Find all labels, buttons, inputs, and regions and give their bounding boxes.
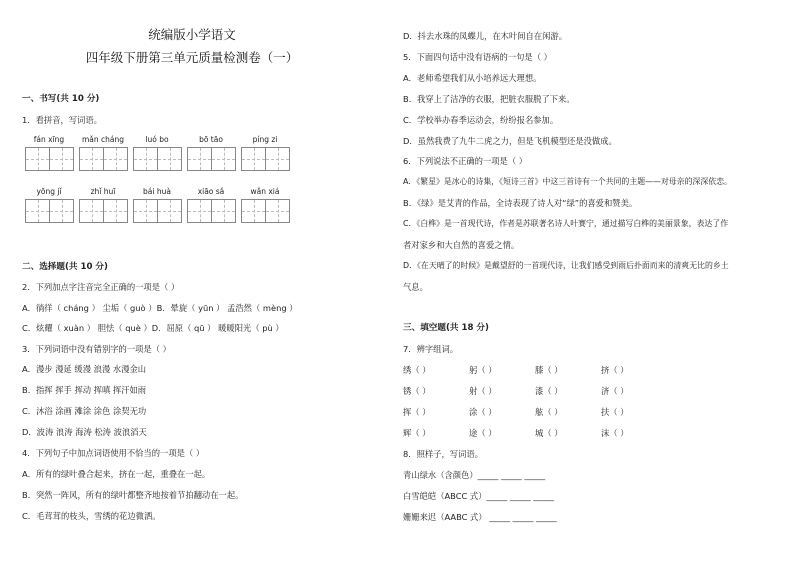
word-blank[interactable]: 躬（ ）	[469, 365, 497, 375]
word-blank[interactable]: 涂（ ）	[469, 407, 497, 417]
word-blank[interactable]: 挥（ ）	[403, 407, 431, 417]
option-line: C．沐浴 涂画 滩涂 涂色 涂契无功	[22, 406, 147, 416]
writing-box[interactable]	[241, 199, 266, 223]
word-blank[interactable]: 途（ ）	[469, 428, 497, 438]
writing-box[interactable]	[157, 147, 182, 171]
writing-box[interactable]	[265, 147, 290, 171]
pinyin-label: bō tāo	[199, 135, 223, 144]
option-line: A．老师希望我们从小培养远大理想。	[403, 73, 542, 83]
writing-box[interactable]	[265, 199, 290, 223]
question-5: 5．下面四句话中没有语病的一句是（ ）	[403, 52, 552, 62]
word-blank[interactable]: 挤（ ）	[601, 365, 629, 375]
pinyin-cell	[187, 186, 235, 223]
pinyin-label: yōng jǐ	[36, 187, 62, 196]
write-words-line[interactable]: 青山绿水（含颜色）_____ _____ _____	[403, 470, 546, 480]
option-line: B．突然一阵风，所有的绿叶都整齐地按着节拍翻动在一起。	[22, 490, 244, 500]
pinyin-cell	[79, 134, 127, 171]
pinyin-cell	[133, 134, 181, 171]
question-3: 3．下列词语中没有错别字的一项是（ ）	[22, 344, 171, 354]
word-row	[403, 427, 667, 439]
option-line: B．指挥 挥手 挥动 挥嗔 挥汗如雨	[22, 385, 147, 395]
right-column	[403, 0, 783, 561]
option-line: C．毛茸茸的枝头，雪绣的花边微洒。	[22, 511, 161, 521]
question-1: 1．看拼音，写词语。	[22, 115, 102, 125]
option-line: A．所有的绿叶叠合起来，挤在一起，重叠在一起。	[22, 469, 211, 479]
word-blank[interactable]: 锈（ ）	[403, 386, 431, 396]
word-row	[403, 364, 667, 376]
writing-box[interactable]	[103, 147, 128, 171]
pinyin-label: wǎn xiá	[250, 187, 280, 196]
write-words-line[interactable]: 白雪皑皑（ABCC 式）_____ _____ _____	[403, 491, 555, 501]
writing-box[interactable]	[157, 199, 182, 223]
option-line: D．波涛 浪涛 海涛 松涛 波浪滔天	[22, 427, 147, 437]
question-7: 7．辨字组词。	[403, 344, 459, 354]
word-blank[interactable]: 膝（ ）	[535, 365, 563, 375]
writing-box[interactable]	[133, 199, 158, 223]
exam-subtitle: 四年级下册第三单元质量检测卷（一）	[85, 50, 299, 65]
option-line-cont: 者对家乡和大自然的喜爱之情。	[403, 240, 520, 250]
pinyin-label: fán xīng	[33, 135, 65, 144]
pinyin-cell	[79, 186, 127, 223]
option-line-cont: 气息。	[403, 282, 428, 292]
question-6: 6．下列说法不正确的一项是（ ）	[403, 156, 528, 166]
exam-title: 统编版小学语文	[148, 27, 236, 42]
option-line: A．《繁星》是冰心的诗集，《短诗三首》中这三首诗有一个共同的主题——对母亲的深深依恋。	[403, 177, 732, 186]
writing-box[interactable]	[241, 147, 266, 171]
writing-box[interactable]	[211, 199, 236, 223]
word-blank[interactable]: 城（ ）	[535, 428, 563, 438]
pinyin-cell	[25, 186, 73, 223]
writing-box[interactable]	[79, 147, 104, 171]
word-row	[403, 385, 667, 397]
writing-box[interactable]	[103, 199, 128, 223]
word-blank[interactable]: 漆（ ）	[535, 386, 563, 396]
section-heading-writing: 一、书写(共 10 分)	[22, 94, 100, 104]
word-blank[interactable]: 辉（ ）	[403, 428, 431, 438]
word-blank[interactable]: 射（ ）	[469, 386, 497, 396]
writing-box[interactable]	[49, 147, 74, 171]
option-line: A．徜徉（ cháng ） 尘垢（ guò ）B．晕旋（ yūn ） 孟浩然（ mèng ）	[22, 303, 298, 313]
pinyin-cell	[25, 134, 73, 171]
writing-box[interactable]	[25, 199, 50, 223]
writing-box[interactable]	[25, 147, 50, 171]
word-row	[403, 406, 667, 418]
option-line: C．炫耀（ xuàn ） 胆怯（ què ）D．屈原（ qū ） 暖暖阳光（ pù ）	[22, 323, 284, 333]
pinyin-label: xiāo sǎ	[197, 187, 225, 196]
section-heading-choice: 二、选择题(共 10 分)	[22, 262, 108, 272]
option-line: D．《在天晴了的时候》是戴望舒的一首现代诗，让我们感受到雨后扑面而来的清爽无比的乡土	[403, 261, 729, 270]
word-blank[interactable]: 扶（ ）	[601, 407, 629, 417]
option-line: B．我穿上了洁净的衣服，把脏衣服脱了下来。	[403, 94, 575, 104]
pinyin-cell	[187, 134, 235, 171]
option-line: C．《白桦》是一首现代诗，作者是苏联著名诗人叶赛宁，通过描写白桦的美丽景象，表达了作	[403, 219, 729, 228]
write-words-line[interactable]: 姗姗来迟（AABC 式） _____ _____ _____	[403, 512, 557, 522]
word-blank[interactable]: 沫（ ）	[601, 428, 629, 438]
option-line: A．漫步 漫延 缓漫 浪漫 水漫金山	[22, 364, 147, 374]
question-8: 8．照样子，写词语。	[403, 449, 483, 459]
writing-box[interactable]	[79, 199, 104, 223]
pinyin-label: píng zi	[252, 135, 278, 144]
option-line: C．学校举办春季运动会，纷纷报名参加。	[403, 115, 559, 125]
pinyin-label: mǎn cháng	[81, 135, 125, 144]
writing-box[interactable]	[187, 147, 212, 171]
pinyin-label: luó bo	[145, 135, 169, 144]
question-4: 4．下列句子中加点词语使用不恰当的一项是（ ）	[22, 448, 205, 458]
writing-box[interactable]	[187, 199, 212, 223]
word-blank[interactable]: 济（ ）	[601, 386, 629, 396]
option-line: D．抖去水珠的凤蝶儿，在木叶间自在闲游。	[403, 31, 568, 41]
word-blank[interactable]: 绣（ ）	[403, 365, 431, 375]
option-line: D．虽然我费了九牛二虎之力，但是飞机模型还是没做成。	[403, 136, 617, 146]
pinyin-label: zhǐ huī	[90, 187, 116, 196]
left-column	[22, 0, 402, 561]
pinyin-cell	[133, 186, 181, 223]
pinyin-cell	[241, 186, 289, 223]
pinyin-label: bái huà	[143, 187, 171, 196]
writing-box[interactable]	[133, 147, 158, 171]
option-line: B．《绿》是艾青的作品，全诗表现了诗人对“绿”的喜爱和赞美。	[403, 198, 638, 208]
question-2: 2．下列加点字注音完全正确的一项是（ ）	[22, 282, 180, 292]
pinyin-cell	[241, 134, 289, 171]
word-blank[interactable]: 舷（ ）	[535, 407, 563, 417]
writing-box[interactable]	[211, 147, 236, 171]
writing-box[interactable]	[49, 199, 74, 223]
section-heading-fill: 三、填空题(共 18 分)	[403, 323, 489, 333]
